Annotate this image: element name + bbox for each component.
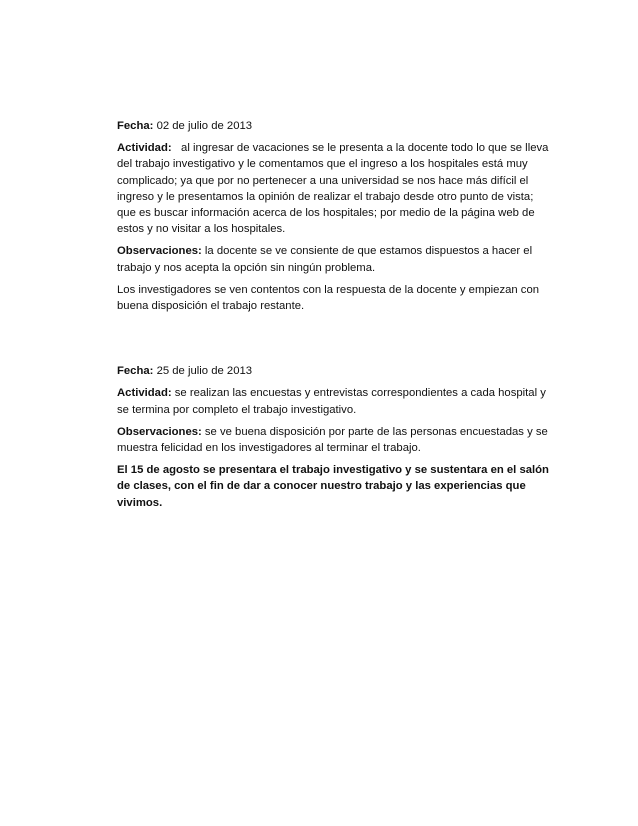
actividad-text: se realizan las encuestas y entrevistas correspondientes a cada hospital y se termina por completo el trabajo investigativo. (117, 387, 546, 416)
fecha-label: Fecha: (117, 120, 154, 132)
log-entry (117, 118, 549, 314)
fecha-value: 02 de julio de 2013 (156, 120, 253, 132)
closing-paragraph: El 15 de agosto se presentara el trabajo investigativo y se sustentara en el salón de clases, con el fin de dar a conocer nuestro trabajo y las experiencias que vivimos. (117, 464, 549, 509)
actividad-paragraph (117, 385, 549, 417)
actividad-label: Actividad: (117, 142, 172, 155)
fecha-line (117, 363, 549, 379)
actividad-paragraph (117, 140, 549, 237)
fecha-label: Fecha: (117, 365, 154, 378)
observaciones-label: Observaciones: (117, 425, 202, 438)
fecha-line (117, 118, 549, 134)
actividad-text: al ingresar de vacaciones se le presenta a la docente todo lo que se lleva del trabajo investigativo y le comentamos que el ingreso a los hospitales está muy complicado; ya que por no pertenecer a una universidad se nos hace más difícil el ingreso y le presentamos la opinión de realizar el trabajo desde otro punto de vista; que es buscar información acerca de los hospitales; por medio de la página web de estos y no visitar a los hospitales. (117, 142, 549, 236)
document-body (117, 118, 549, 517)
observaciones-text: la docente se ve consiente de que estamos dispuestos a hacer el trabajo y nos acepta la opción sin ningún problema. (117, 245, 533, 274)
extra-paragraph: Los investigadores se ven contentos con la respuesta de la docente y empiezan con buena disposición el trabajo restante. (117, 283, 540, 313)
log-entry (117, 363, 549, 456)
fecha-value: 25 de julio de 2013 (156, 365, 253, 378)
observaciones-paragraph (117, 243, 549, 275)
observaciones-label: Observaciones: (117, 245, 202, 258)
actividad-label: Actividad: (117, 387, 172, 400)
observaciones-text: se ve buena disposición por parte de las personas encuestadas y se muestra felicidad en los investigadores al terminar el trabajo. (117, 425, 548, 455)
observaciones-paragraph (117, 424, 549, 456)
